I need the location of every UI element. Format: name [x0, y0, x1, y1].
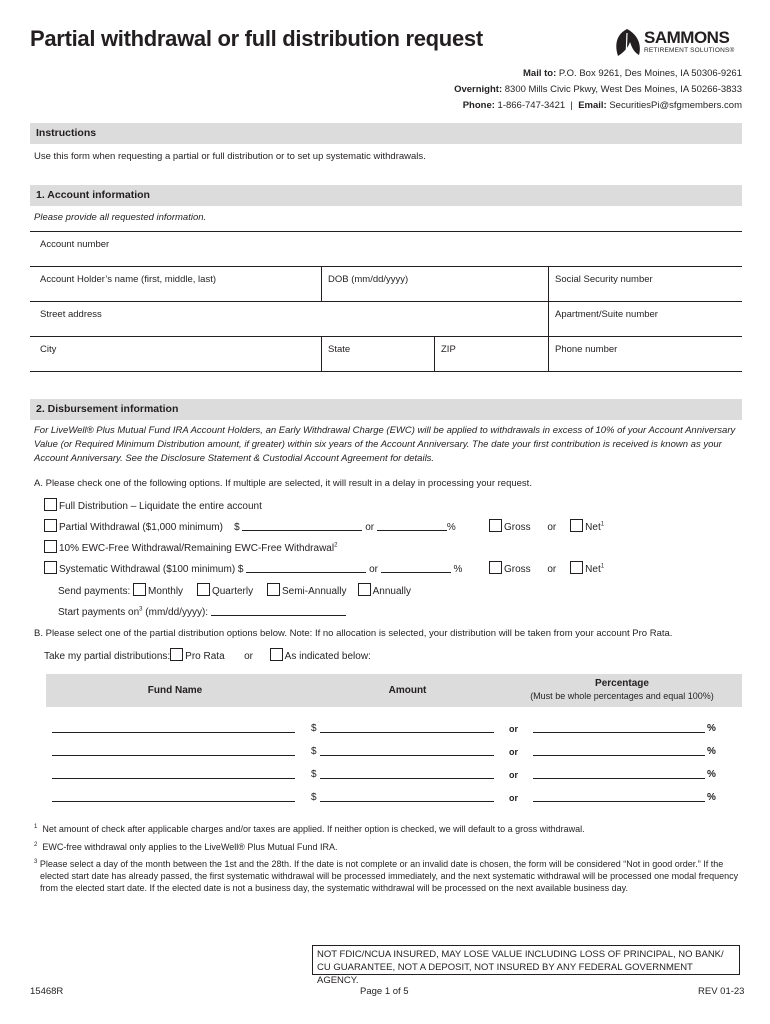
page-title: Partial withdrawal or full distribution request	[30, 26, 483, 51]
partial-net-checkbox[interactable]	[570, 519, 583, 532]
semi-annually-checkbox[interactable]	[267, 583, 280, 596]
full-distribution-checkbox[interactable]	[44, 498, 57, 511]
as-indicated-checkbox[interactable]	[270, 648, 283, 661]
percent-sign: %	[707, 792, 716, 803]
partial-withdrawal-option[interactable]	[44, 519, 456, 533]
overnight-label: Overnight:	[454, 84, 503, 95]
footnote-1-text: Net amount of check after applicable charges and/or taxes are applied. If neither option is checked, we will default to a gross withdrawal.	[42, 824, 585, 834]
partial-amount-field[interactable]	[242, 520, 362, 531]
amount-dollar: $	[311, 723, 317, 734]
amount-dollar: $	[311, 792, 317, 803]
systematic-gross-checkbox[interactable]	[489, 561, 502, 574]
systematic-net-checkbox[interactable]	[570, 561, 583, 574]
monthly-label: Monthly	[148, 586, 184, 597]
partial-percent-field[interactable]	[377, 520, 447, 531]
gross-label: Gross	[504, 564, 531, 575]
revision: REV 01-23	[698, 986, 745, 997]
send-payments-row	[58, 583, 411, 597]
street-field[interactable]: Street address	[40, 309, 102, 320]
systematic-percent-field[interactable]	[381, 562, 451, 573]
fund-name-header: Fund Name	[147, 685, 203, 696]
email-label: Email:	[578, 100, 607, 111]
amount-field[interactable]	[320, 732, 494, 733]
contact-block: Mail to: P.O. Box 9261, Des Moines, IA 50306-9261 Overnight: 8300 Mills Civic Pkwy, West Des Moines, IA 50266-3833 Phone: 1-866-747-3421 | Email: SecuritiesPi@sfgmembers.com	[454, 68, 742, 111]
or-text: or	[509, 724, 518, 734]
fund-name-field[interactable]	[52, 801, 295, 802]
partial-gross-net: Gross or Net$^1$	[489, 519, 604, 533]
mail-address: P.O. Box 9261, Des Moines, IA 50306-9261	[558, 68, 742, 79]
footnote-3-text: Please select a day of the month between the 1st and the 28th. If the date is not complete or an invalid date is chosen, the form will be considered “Not in good order.” If the elected start date has already passed, the first systematic withdrawal will be processed immediately, and the next systematic withdrawal will be processed one modal frequency from the elected start date. If the elected date is not a business day, the systematic withdrawal will be processed on the next available business day.	[39, 859, 739, 893]
annually-checkbox[interactable]	[358, 583, 371, 596]
phone-label: Phone:	[462, 100, 495, 111]
start-payments-format: (mm/dd/yyyy):	[145, 607, 209, 618]
or-text: or	[509, 747, 518, 757]
net-label: Net	[585, 564, 601, 575]
amount-field[interactable]	[320, 801, 494, 802]
full-distribution-option[interactable]	[44, 498, 262, 512]
percent-sign: %	[446, 522, 456, 533]
send-payments-label: Send payments:	[58, 586, 131, 597]
percentage-field[interactable]	[533, 778, 705, 779]
quarterly-checkbox[interactable]	[197, 583, 210, 596]
annually-label: Annually	[372, 586, 411, 597]
percent-sign: %	[453, 564, 463, 575]
fund-name-field[interactable]	[52, 732, 295, 733]
ewc-free-option[interactable]: 10% EWC-Free Withdrawal/Remaining EWC-Free Withdrawal$^2$	[44, 540, 337, 554]
or-text: or	[244, 651, 253, 662]
take-my-label: Take my partial distributions:	[44, 651, 171, 662]
as-indicated-label: As indicated below:	[284, 651, 371, 662]
or-text: or	[509, 770, 518, 780]
start-payments-label: Start payments on	[58, 607, 140, 618]
systematic-withdrawal-option[interactable]	[44, 561, 462, 575]
amount-field[interactable]	[320, 755, 494, 756]
take-distributions-row	[44, 648, 371, 662]
pro-rata-checkbox[interactable]	[170, 648, 183, 661]
percent-sign: %	[707, 746, 716, 757]
or-text: or	[369, 564, 378, 575]
logo-subtitle: RETIREMENT SOLUTIONS®	[644, 47, 735, 54]
systematic-amount-field[interactable]	[246, 562, 366, 573]
disbursement-heading: 2. Disbursement information	[30, 399, 742, 420]
instructions-heading: Instructions	[30, 123, 742, 144]
or-text: or	[365, 522, 375, 533]
net-label: Net	[585, 522, 601, 533]
account-subtext: Please provide all requested information.	[34, 212, 207, 223]
holder-name-field[interactable]: Account Holder’s name (first, middle, last)	[40, 274, 216, 285]
percentage-subheader: (Must be whole percentages and equal 100%)	[530, 691, 714, 701]
fund-name-field[interactable]	[52, 778, 295, 779]
footnote-1: $^1$ Net amount of check after applicable charges and/or taxes are applied. If neither option is checked, we will default to a gross withdrawal.	[34, 824, 585, 834]
city-field[interactable]: City	[40, 344, 57, 355]
systematic-checkbox[interactable]	[44, 561, 57, 574]
footnote-3: $^3$ Please select a day of the month between the 1st and the 28th. If the date is not complete or an invalid date is chosen, the form will be considered “Not in good order.” If the elected start date has already passed, the first systematic withdrawal will be processed immediately, and the next systematic withdrawal will be processed one modal frequency from the elected start date. If the elected date is not a business day, the systematic withdrawal will be processed on the next available business day.	[34, 859, 739, 893]
zip-field[interactable]: ZIP	[441, 344, 456, 355]
percent-sign: %	[707, 769, 716, 780]
footnote-2-text: EWC-free withdrawal only applies to the LiveWell® Plus Mutual Fund IRA.	[42, 842, 338, 852]
quarterly-label: Quarterly	[211, 586, 254, 597]
leaf-icon	[612, 28, 642, 60]
ssn-field[interactable]: Social Security number	[555, 274, 653, 285]
dollar-sign: $	[234, 522, 240, 533]
ewc-free-label: 10% EWC-Free Withdrawal/Remaining EWC-Free Withdrawal	[59, 543, 335, 554]
ewc-free-checkbox[interactable]	[44, 540, 57, 553]
percentage-field[interactable]	[533, 801, 705, 802]
partial-withdrawal-label: Partial Withdrawal ($1,000 minimum)	[59, 522, 223, 533]
instructions-text: Use this form when requesting a partial or full distribution or to set up systematic withdrawals.	[34, 151, 426, 162]
option-b-text: B. Please select one of the partial distribution options below. Note: If no allocation is selected, your distribution will be taken from your account Pro Rata.	[34, 628, 673, 639]
systematic-label: Systematic Withdrawal ($100 minimum) $	[59, 564, 244, 575]
overnight-address: 8300 Mills Civic Pkwy, West Des Moines, IA 50266-3833	[504, 84, 742, 95]
percentage-field[interactable]	[533, 732, 705, 733]
percentage-header: Percentage	[595, 678, 649, 689]
amount-dollar: $	[311, 769, 317, 780]
account-number-field[interactable]: Account number	[40, 239, 110, 250]
page-number: Page 1 of 5	[360, 986, 409, 997]
start-date-field[interactable]	[211, 605, 346, 616]
fund-name-field[interactable]	[52, 755, 295, 756]
dob-field[interactable]: DOB (mm/dd/yyyy)	[328, 274, 409, 285]
amount-dollar: $	[311, 746, 317, 757]
or-text: or	[509, 793, 518, 803]
monthly-checkbox[interactable]	[133, 583, 146, 596]
mail-label: Mail to:	[523, 68, 557, 79]
state-field[interactable]: State	[328, 344, 351, 355]
ewc-note: For LiveWell® Plus Mutual Fund IRA Account Holders, an Early Withdrawal Charge (EWC) will be applied to withdrawals in excess of 10% of your Account Anniversary Value (or Required Minimum Distribution amount, if greater) within six years of the Account Anniversary. The date your first contribution is received is known as your Account Anniversary. See the Disclosure Statement & Custodial Account Agreement for details.	[34, 425, 736, 464]
or-text: or	[547, 522, 557, 533]
gross-label: Gross	[504, 522, 531, 533]
systematic-gross-net: Gross or Net$^1$	[489, 561, 604, 575]
option-a-text: A. Please check one of the following options. If multiple are selected, it will result in a delay in processing your request.	[34, 478, 532, 489]
amount-field[interactable]	[320, 778, 494, 779]
email-address[interactable]: SecuritiesPi@sfgmembers.com	[609, 100, 742, 111]
phone-field[interactable]: Phone number	[555, 344, 618, 355]
or-text: or	[547, 564, 557, 575]
partial-gross-checkbox[interactable]	[489, 519, 502, 532]
sammons-logo	[612, 28, 744, 62]
phone-number: 1-866-747-3421	[497, 100, 566, 111]
form-number: 15468R	[30, 986, 64, 997]
full-distribution-label: Full Distribution – Liquidate the entire account	[59, 501, 262, 512]
start-payments-row: Start payments $on^3$ (mm/dd/yyyy):	[58, 605, 346, 618]
semi-annually-label: Semi-Annually	[282, 586, 347, 597]
partial-withdrawal-checkbox[interactable]	[44, 519, 57, 532]
disclaimer-box: NOT FDIC/NCUA INSURED, MAY LOSE VALUE INCLUDING LOSS OF PRINCIPAL, NO BANK/ CU GUARANTEE, NOT A DEPOSIT, NOT INSURED BY ANY FEDERAL GOVERNMENT AGENCY.	[312, 945, 740, 975]
apt-field[interactable]: Apartment/Suite number	[555, 309, 658, 320]
percentage-field[interactable]	[533, 755, 705, 756]
percent-sign: %	[707, 723, 716, 734]
footnote-2: $^2$ EWC-free withdrawal only applies to the LiveWell® Plus Mutual Fund IRA.	[34, 842, 338, 852]
amount-header: Amount	[388, 685, 427, 696]
pro-rata-label: Pro Rata	[185, 651, 225, 662]
logo-brand: SAMMONS	[644, 28, 730, 47]
account-heading: 1. Account information	[30, 185, 742, 206]
